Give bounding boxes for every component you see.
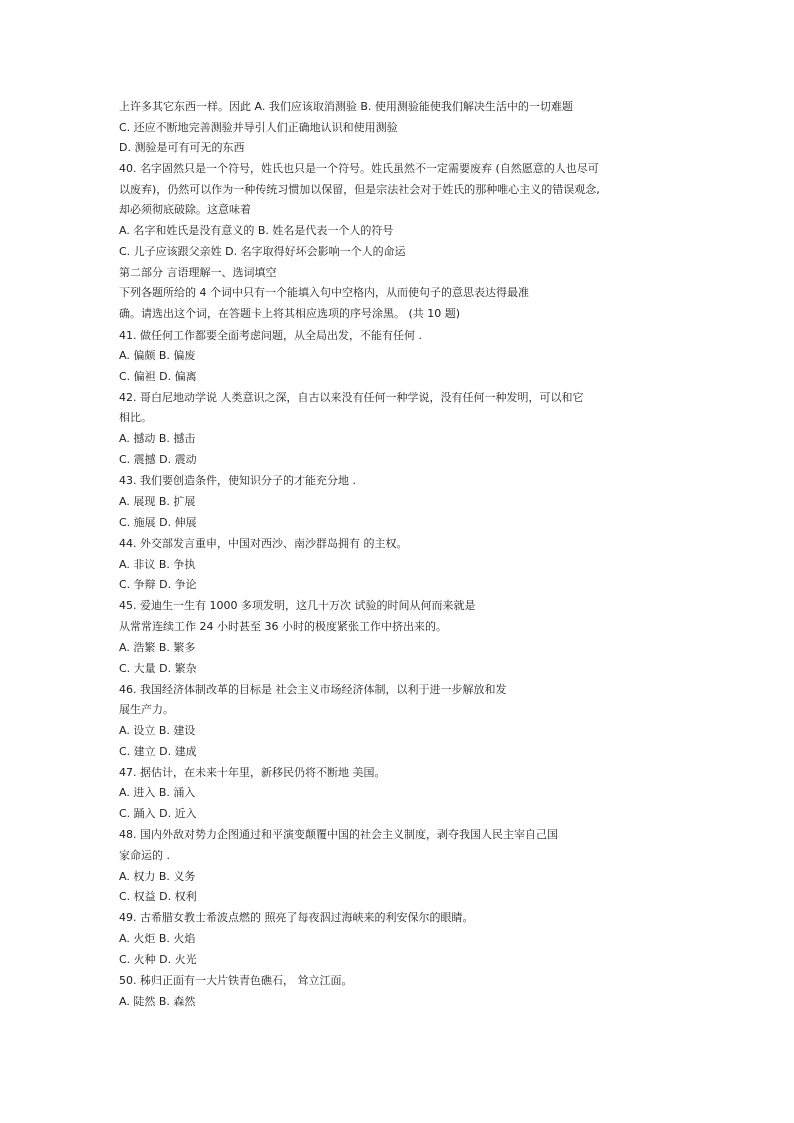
text-line: 47. 据估计，在未来十年里，新移民仍将不断地 美国。 [119, 766, 386, 779]
text-line: C. 还应不断地完善测验并导引人们正确地认识和使用测验 [119, 121, 398, 134]
text-line: C. 儿子应该跟父亲姓 D. 名字取得好坏会影响一个人的命运 [119, 245, 406, 258]
text-line: A. 展现 B. 扩展 [119, 495, 196, 508]
text-line: A. 非议 B. 争执 [119, 558, 196, 571]
text-line: A. 权力 B. 义务 [119, 870, 196, 883]
text-line: A. 浩繁 B. 繁多 [119, 641, 196, 654]
text-line: 46. 我国经济体制改革的目标是 社会主义市场经济体制，以利于进一步解放和发 [119, 683, 507, 696]
text-line: C. 建立 D. 建成 [119, 745, 197, 758]
text-line: 以废弃)，仍然可以作为一种传统习惯加以保留，但是宗法社会对于姓氏的那种唯心主义的错误观念, [119, 183, 600, 196]
text-line: 40. 名字固然只是一个符号，姓氏也只是一个符号。姓氏虽然不一定需要废弃 (自然愿意的人也尽可 [119, 162, 599, 175]
text-line: 49. 古希腊女教士希波点燃的 照亮了每夜泅过海峡来的利安保尔的眼睛。 [119, 911, 474, 924]
text-line: A. 撼动 B. 撼击 [119, 432, 196, 445]
text-line: 41. 做任何工作都要全面考虑问题，从全局出发，不能有任何 . [119, 329, 422, 342]
text-line: C. 争辩 D. 争论 [119, 578, 197, 591]
text-line: 下列各题所给的 4 个词中只有一个能填入句中空格内，从而使句子的意思表达得最准 [119, 286, 529, 299]
text-line: A. 偏颇 B. 偏废 [119, 349, 196, 362]
text-line: C. 震撼 D. 震动 [119, 453, 197, 466]
text-line: 却必须彻底破除。这意味着 [119, 203, 251, 216]
text-line: C. 踊入 D. 近入 [119, 807, 197, 820]
text-line: 上许多其它东西一样。因此 A. 我们应该取消测验 B. 使用测验能使我们解决生活中的一切难题 [119, 100, 573, 113]
text-line: 相比。 [119, 411, 152, 424]
text-line: 45. 爱迪生一生有 1000 多项发明，这几十万次 试验的时间从何而来就是 [119, 599, 476, 612]
text-line: 50. 秭归正面有一大片铁青色礁石， 耸立江面。 [119, 974, 353, 987]
text-line: 家命运的 . [119, 849, 170, 862]
text-line: A. 名字和姓氏是没有意义的 B. 姓名是代表一个人的符号 [119, 224, 394, 237]
text-line: D. 测验是可有可无的东西 [119, 141, 245, 154]
text-line: C. 火种 D. 火光 [119, 953, 197, 966]
text-line: 第二部分 言语理解一、选词填空 [119, 266, 277, 279]
text-line: C. 施展 D. 伸展 [119, 516, 197, 529]
text-line: A. 进入 B. 涌入 [119, 786, 196, 799]
text-line: 42. 哥白尼地动学说 人类意识之深，自古以来没有任何一种学说，没有任何一种发明，可以和它 [119, 391, 584, 404]
text-line: A. 陡然 B. 森然 [119, 995, 196, 1008]
text-line: C. 大量 D. 繁杂 [119, 662, 197, 675]
text-line: 48. 国内外敌对势力企图通过和平演变颠覆中国的社会主义制度，剥夺我国人民主宰自己国 [119, 828, 558, 841]
text-line: 确。请选出这个词，在答题卡上将其相应选项的序号涂黑。 (共 10 题) [119, 307, 461, 320]
text-line: 43. 我们要创造条件，使知识分子的才能充分地 . [119, 474, 356, 487]
text-line: 从常常连续工作 24 小时甚至 36 小时的极度紧张工作中挤出来的。 [119, 620, 447, 633]
text-line: A. 设立 B. 建设 [119, 724, 196, 737]
text-line: 展生产力。 [119, 703, 174, 716]
text-line: 44. 外交部发言重申，中国对西沙、南沙群岛拥有 的主权。 [119, 537, 408, 550]
text-line: C. 权益 D. 权利 [119, 890, 197, 903]
text-line: A. 火炬 B. 火焰 [119, 932, 196, 945]
text-line: C. 偏袒 D. 偏离 [119, 370, 197, 383]
